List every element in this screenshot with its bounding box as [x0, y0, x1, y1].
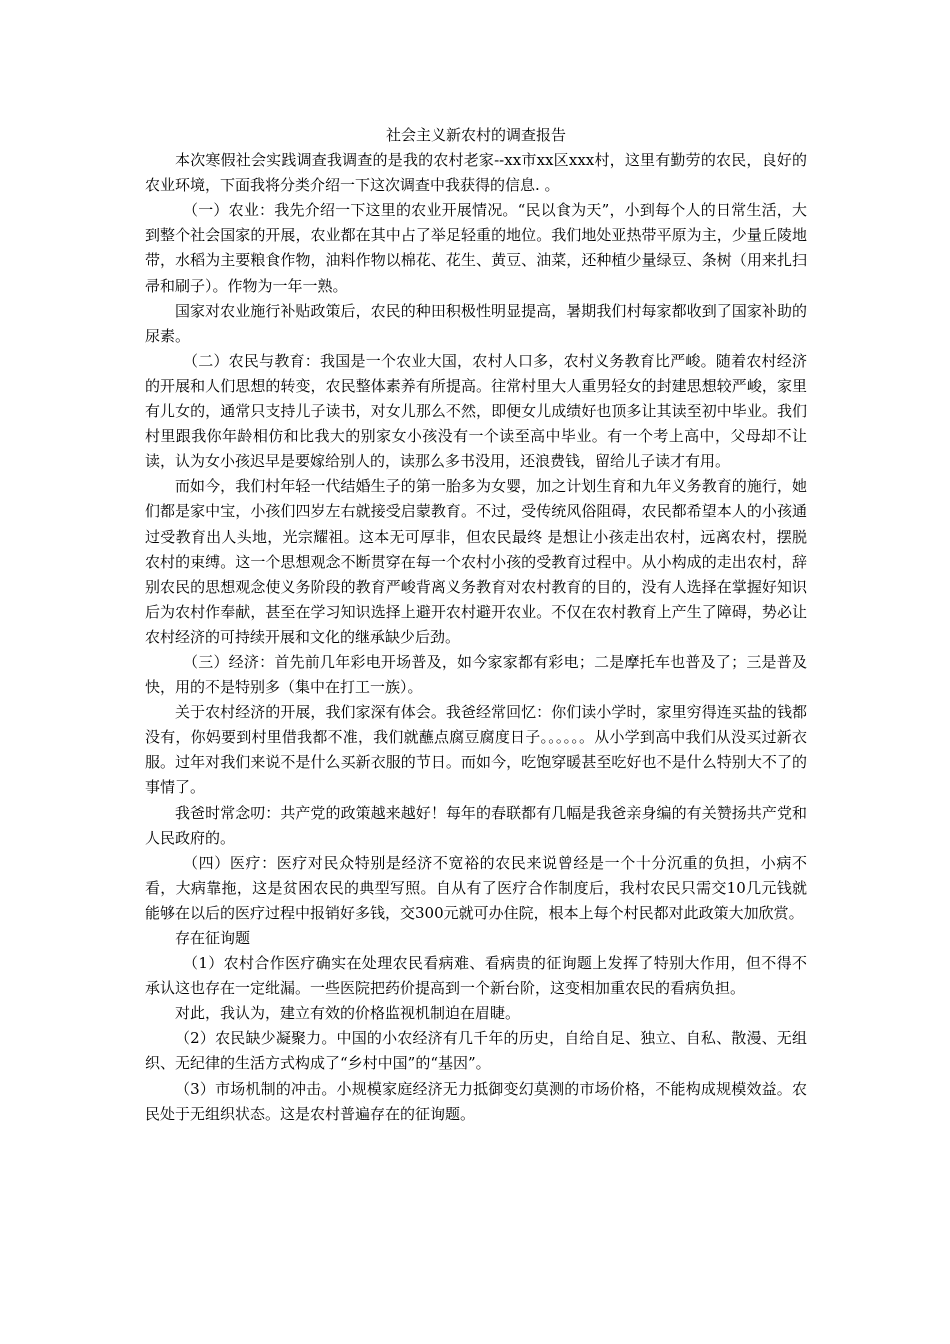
document-page	[145, 123, 807, 1127]
paragraph-subsidy: 国家对农业施行补贴政策后，农民的种田积极性明显提高，暑期我们村每家都收到了国家补助的尿素。	[145, 301, 807, 345]
paragraph-agriculture: （一）农业：我先介绍一下这里的农业开展情况。“民以食为天”，小到每个人的日常生活，大到整个社会国家的开展，农业都在其中占了举足轻重的地位。我们地处亚热带平原为主，少量丘陵地带，水稻为主要粮食作物，油料作物以棉花、花生、黄豆、油菜，还种植少量绿豆、条树（用来扎扫帚和刷子）。作物为一年一熟。	[145, 201, 807, 295]
paragraph-economy-experience: 关于农村经济的开展，我们家深有体会。我爸经常回忆：你们读小学时，家里穷得连买盐的钱都没有，你妈要到村里借我都不准，我们就蘸点腐豆腐度日子。。。。。。从小学到高中我们从没买过新衣服。过年对我们来说不是什么买新衣服的节日。而如今，吃饱穿暖甚至吃好也不是什么特别大不了的事情了。	[145, 703, 807, 797]
document-title: 社会主义新农村的调查报告	[385, 126, 566, 144]
paragraph-education-now: 而如今，我们村年轻一代结婚生子的第一胎多为女婴，加之计划生育和九年义务教育的施行，她们都是家中宝，小孩们四岁左右就接受启蒙教育。不过，受传统风俗阻碍，农民都希望本人的小孩通过受教育出人头地，光宗耀祖。这本无可厚非，但农民最终 是想让小孩走出农村，远离农村，摆脱农村的束缚。这一个思想观念不断贯穿在每一个农村小孩的受教育过程中。从小构成的走出农村，辞别农民的思想观念使义务阶段的教育严峻背离义务教育对农村教育的目的，没有人选择在掌握好知识后为农村作奉献，甚至在学习知识选择上避开农村避开农业。不仅在农村教育上产生了障碍，势必让农村经济的可持续开展和文化的继承缺少后劲。	[145, 477, 807, 646]
paragraph-father-saying: 我爸时常念叨：共产党的政策越来越好！每年的春联都有几幅是我爸亲身编的有关赞扬共产党和人民政府的。	[145, 803, 807, 847]
paragraph-economy: （三）经济：首先前几年彩电开场普及，如今家家都有彩电；二是摩托车也普及了；三是普及快，用的不是特别多（集中在打工一族）。	[145, 652, 807, 697]
paragraph-price-monitoring: 对此，我认为，建立有效的价格监视机制迫在眉睫。	[175, 1004, 521, 1023]
paragraph-problem-3: （3）市场机制的冲击。小规模家庭经济无力抵御变幻莫测的市场价格，不能构成规模效益。农民处于无组织状态。这是农村普遍存在的征询题。	[145, 1079, 807, 1123]
paragraph-medical: （四）医疗：医疗对民众特别是经济不宽裕的农民来说曾经是一个十分沉重的负担，小病不看，大病靠拖，这是贫困农民的典型写照。自从有了医疗合作制度后，我村农民只需交10几元钱就能够在以后的医疗过程中报销好多钱，交300元就可办住院，根本上每个村民都对此政策大加欣赏。	[145, 853, 807, 922]
paragraph-education: （二）农民与教育：我国是一个农业大国，农村人口多，农村义务教育比严峻。随着农村经济的开展和人们思想的转变，农民整体素养有所提高。往常村里大人重男轻女的封建思想较严峻，家里有儿女的，通常只支持儿子读书，对女儿那么不然，即便女儿成绩好也顶多让其读至初中毕业。我们村里跟我你年龄相仿和比我大的别家女小孩没有一个读至高中毕业。有一个考上高中，父母却不让读，认为女小孩迟早是要嫁给别人的，读那么多书没用，还浪费钱，留给儿子读才有用。	[145, 351, 807, 471]
paragraph-problem-2: （2）农民缺少凝聚力。中国的小农经济有几千年的历史，自给自足、独立、自私、散漫、无组织、无纪律的生活方式构成了“乡村中国”的“基因”。	[145, 1029, 807, 1073]
paragraph-problem-1: （1）农村合作医疗确实在处理农民看病难、看病贵的征询题上发挥了特别大作用，但不得不承认这也存在一定纰漏。一些医院把药价提高到一个新台阶，这变相加重农民的看病负担。	[145, 954, 807, 998]
section-heading-problems: 存在征询题	[175, 929, 251, 947]
paragraph-intro: 本次寒假社会实践调查我调查的是我的农村老家--xx市xx区xxx村，这里有勤劳的农民，良好的农业环境，下面我将分类介绍一下这次调查中我获得的信息. 。	[145, 151, 807, 195]
